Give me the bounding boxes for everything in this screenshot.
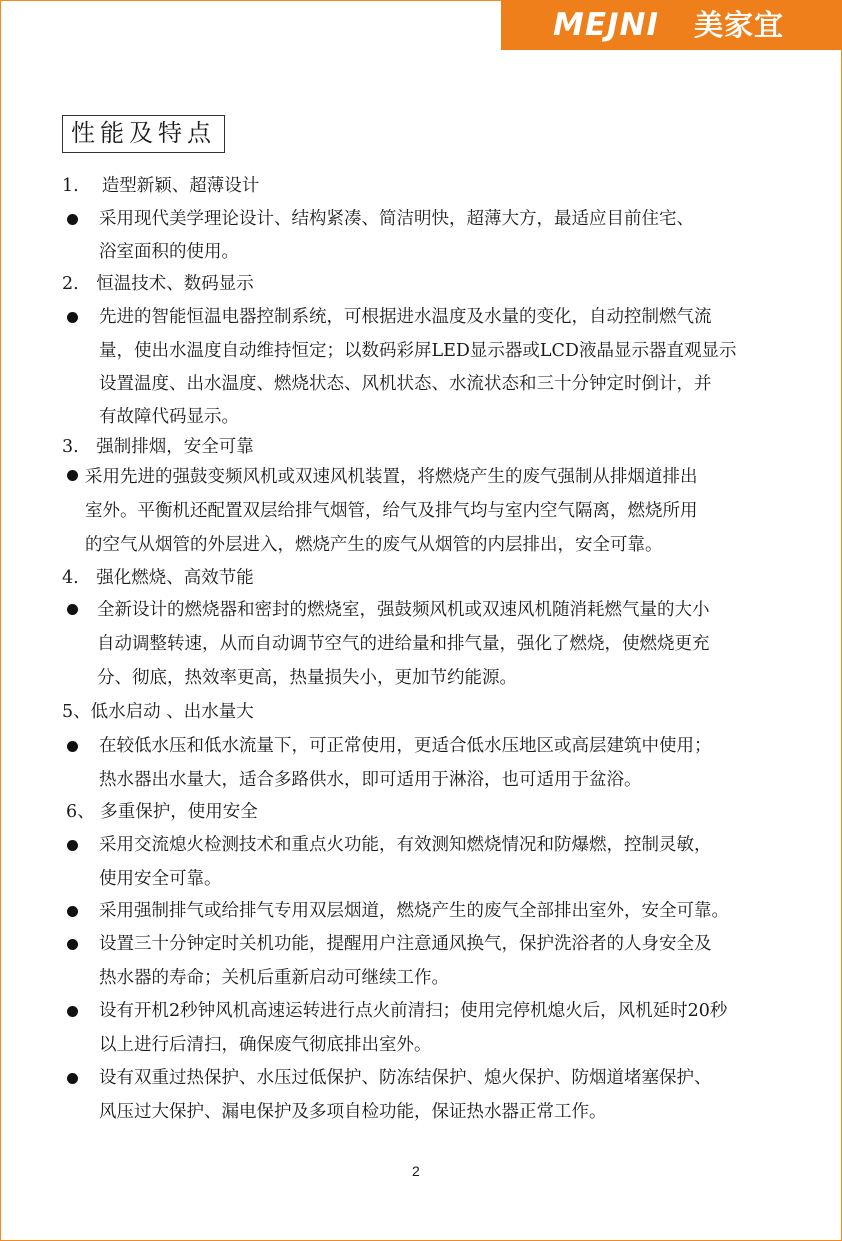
bullet-icon [67, 840, 78, 851]
feature-text: 使用安全可靠。 [99, 869, 222, 889]
brand-logo-latin: MEJNI [553, 7, 660, 43]
page-number: 2 [412, 1163, 420, 1179]
brand-header [501, 0, 842, 50]
feature-heading: 1. 造型新颖、超薄设计 [62, 176, 260, 196]
feature-text: 采用强制排气或给排气专用双层烟道，燃烧产生的废气全部排出室外，安全可靠。 [99, 901, 729, 921]
feature-text: 采用现代美学理论设计、结构紧凑、简洁明快，超薄大方，最适应目前住宅、 [99, 209, 694, 229]
feature-text: 以上进行后清扫，确保废气彻底排出室外。 [99, 1035, 432, 1055]
feature-text: 自动调整转速，从而自动调节空气的进给量和排气量，强化了燃烧，使燃烧更充 [97, 634, 710, 654]
feature-text: 设有双重过热保护、水压过低保护、防冻结保护、熄火保护、防烟道堵塞保护、 [99, 1068, 712, 1088]
feature-text: 的空气从烟管的外层进入，燃烧产生的废气从烟管的内层排出，安全可靠。 [85, 535, 663, 555]
feature-heading: 4. 强化燃烧、高效节能 [62, 568, 254, 588]
feature-text: 在较低水压和低水流量下，可正常使用，更适合低水压地区或高层建筑中使用； [99, 736, 712, 756]
feature-text: 风压过大保护、漏电保护及多项自检功能，保证热水器正常工作。 [99, 1102, 607, 1122]
bullet-icon [67, 604, 78, 615]
section-title: 性能及特点 [62, 115, 225, 153]
feature-text: 分、彻底，热效率更高，热量损失小，更加节约能源。 [97, 668, 517, 688]
feature-text: 量，使出水温度自动维持恒定；以数码彩屏LED显示器或LCD液晶显示器直观显示 [99, 341, 737, 361]
feature-text: 有故障代码显示。 [99, 407, 239, 427]
feature-text: 浴室面积的使用。 [99, 242, 239, 262]
feature-text: 全新设计的燃烧器和密封的燃烧室，强鼓频风机或双速风机随消耗燃气量的大小 [97, 600, 710, 620]
feature-text: 采用先进的强鼓变频风机或双速风机装置，将燃烧产生的废气强制从排烟道排出 [85, 467, 698, 487]
feature-text: 设有开机2秒钟风机高速运转进行点火前清扫；使用完停机熄火后，风机延时20秒 [99, 1001, 728, 1021]
feature-heading: 6、 多重保护，使用安全 [66, 802, 258, 822]
brand-logo-chinese: 美家宜 [694, 8, 785, 42]
bullet-icon [67, 939, 78, 950]
feature-heading: 5、低水启动 、出水量大 [62, 702, 254, 722]
feature-text: 热水器的寿命；关机后重新启动可继续工作。 [99, 968, 449, 988]
bullet-icon [67, 312, 78, 323]
bullet-icon [67, 470, 78, 481]
feature-heading: 3. 强制排烟，安全可靠 [62, 437, 254, 457]
feature-heading: 2. 恒温技术、数码显示 [62, 274, 254, 294]
bullet-icon [67, 214, 78, 225]
feature-text: 热水器出水量大，适合多路供水，即可适用于淋浴，也可适用于盆浴。 [99, 770, 642, 790]
bullet-icon [67, 1073, 78, 1084]
bullet-icon [67, 906, 78, 917]
bullet-icon [67, 1006, 78, 1017]
feature-text: 先进的智能恒温电器控制系统，可根据进水温度及水量的变化，自动控制燃气流 [99, 307, 712, 327]
feature-text: 设置温度、出水温度、燃烧状态、风机状态、水流状态和三十分钟定时倒计，并 [99, 374, 712, 394]
bullet-icon [67, 741, 78, 752]
feature-text: 室外。平衡机还配置双层给排气烟管，给气及排气均与室内空气隔离，燃烧所用 [85, 501, 698, 521]
feature-text: 设置三十分钟定时关机功能，提醒用户注意通风换气，保护洗浴者的人身安全及 [99, 934, 712, 954]
feature-text: 采用交流熄火检测技术和重点火功能，有效测知燃烧情况和防爆燃，控制灵敏， [99, 835, 712, 855]
